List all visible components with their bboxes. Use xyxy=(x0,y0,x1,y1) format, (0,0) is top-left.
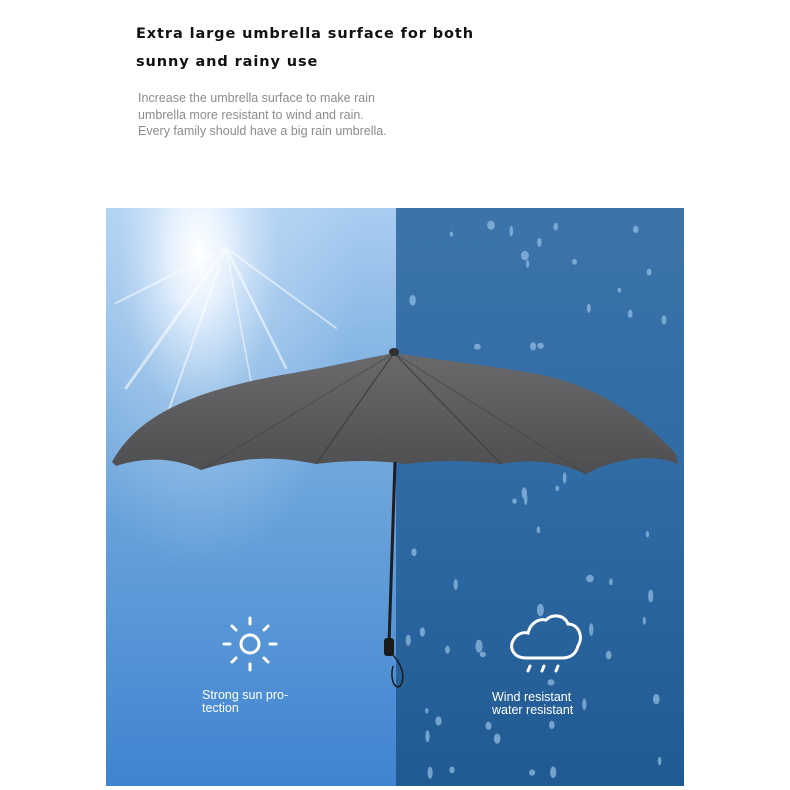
rain-drop xyxy=(547,679,554,685)
rain-drop xyxy=(662,315,667,324)
rain-drop xyxy=(589,623,593,636)
rain-drop xyxy=(553,223,558,231)
rain-drop xyxy=(406,635,411,646)
rain-drop xyxy=(411,548,416,556)
rain-drop xyxy=(609,578,613,585)
rain-drop xyxy=(537,343,543,349)
rain-drop xyxy=(449,767,454,774)
rain-drop xyxy=(572,259,577,265)
rain-drop xyxy=(480,652,486,658)
rain-drop xyxy=(428,767,433,779)
rain-drop xyxy=(586,575,594,583)
rain-drop xyxy=(475,640,482,653)
rain-drop xyxy=(537,526,541,533)
rain-drop xyxy=(618,288,622,293)
feature-sun-line-1: Strong sun pro- xyxy=(202,688,289,702)
rain-drop xyxy=(425,708,428,714)
rain-drop xyxy=(648,590,653,603)
feature-wind-water-resistant xyxy=(492,691,573,717)
rain-drop xyxy=(510,226,514,237)
rain-drop xyxy=(647,269,652,276)
rain-drop xyxy=(550,767,556,779)
rain-drop xyxy=(549,721,555,729)
rain-drop xyxy=(537,604,544,616)
description-line-1: Increase the umbrella surface to make rain xyxy=(138,91,375,105)
description xyxy=(138,90,438,140)
rain-drop xyxy=(450,232,453,237)
rain-drop xyxy=(555,486,559,491)
feature-rain-line-2: water resistant xyxy=(492,703,574,717)
feature-sun-protection xyxy=(202,689,288,715)
umbrella-product-photo xyxy=(106,208,684,786)
rain-drop xyxy=(563,472,567,483)
description-line-3: Every family should have a big rain umbrella. xyxy=(138,124,387,138)
rain-drop xyxy=(454,579,458,590)
rain-drop xyxy=(409,295,416,306)
headline-line-1: Extra large umbrella surface for both xyxy=(136,26,474,42)
rain-drop xyxy=(582,699,586,711)
feature-rain-line-1: Wind resistant xyxy=(492,690,572,704)
rain-drop xyxy=(646,531,649,537)
rain-drop xyxy=(526,260,529,268)
rain-drop xyxy=(420,627,425,636)
rain-drop xyxy=(445,646,450,654)
rain-drop xyxy=(606,651,612,660)
description-line-2: umbrella more resistant to wind and rain. xyxy=(138,107,364,122)
rain-drop xyxy=(537,238,541,247)
rain-drop xyxy=(633,226,639,233)
rain-drop xyxy=(530,342,536,350)
rain-drop xyxy=(474,344,481,350)
rain-drop xyxy=(643,617,646,625)
rain-drop xyxy=(628,310,633,318)
rain-drop xyxy=(521,251,529,260)
headline xyxy=(136,20,556,76)
rain-drop xyxy=(487,221,495,230)
rain-drop xyxy=(522,487,527,499)
rain-drop xyxy=(425,730,429,742)
rain-drop xyxy=(512,499,517,504)
rain-drop xyxy=(653,694,660,704)
headline-line-2: sunny and rainy use xyxy=(136,54,319,70)
rain-drop xyxy=(529,770,535,776)
rain-drop xyxy=(587,304,591,313)
rain-drop xyxy=(435,716,441,725)
feature-sun-line-2: tection xyxy=(202,701,239,715)
rain-drop xyxy=(486,722,492,730)
rain-drop xyxy=(658,757,662,766)
rain-drop xyxy=(494,734,501,744)
